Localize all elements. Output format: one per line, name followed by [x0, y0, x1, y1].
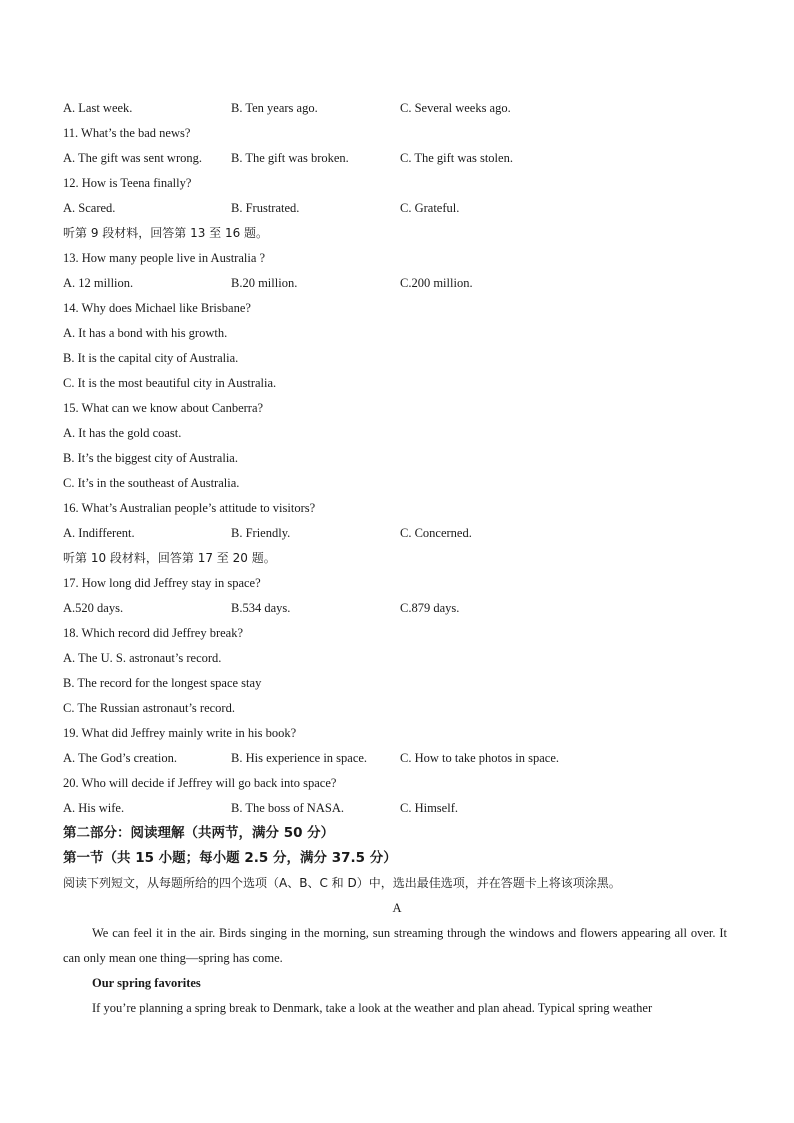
q19-options: [63, 746, 731, 771]
section-10-instruction: 听第 10 段材料，回答第 17 至 20 题。: [63, 551, 276, 565]
q16-question: 16. What’s Australian people’s attitude to visitors?: [63, 501, 316, 515]
q15-question: 15. What can we know about Canberra?: [63, 401, 264, 415]
q10-option-b[interactable]: B. Ten years ago.: [231, 101, 318, 115]
q15-option-a[interactable]: A. It has the gold coast.: [63, 426, 182, 440]
part2-heading: 第二部分：阅读理解（共两节，满分 50 分）: [63, 825, 335, 841]
q19-option-b[interactable]: B. His experience in space.: [231, 751, 368, 765]
q11-option-c[interactable]: C. The gift was stolen.: [400, 151, 513, 165]
q17-option-c[interactable]: C.879 days.: [400, 601, 460, 615]
q12-options: [63, 196, 731, 221]
q16-options: [63, 521, 731, 546]
passage-paragraph-1: We can feel it in the air. Birds singing in the morning, sun streaming through the windows and flowers appearing all over. It can only mean one thing—spring has come.: [63, 926, 727, 965]
q20-options: [63, 796, 731, 821]
passage-paragraph-2: If you’re planning a spring break to Denmark, take a look at the weather and plan ahead. Typical spring weather: [92, 1001, 653, 1015]
q14-option-a[interactable]: A. It has a bond with his growth.: [63, 326, 228, 340]
q17-option-b[interactable]: B.534 days.: [231, 601, 291, 615]
reading-instructions: 阅读下列短文，从每题所给的四个选项（A、B、C 和 D）中，选出最佳选项，并在答题卡上将该项涂黑。: [63, 876, 621, 890]
q12-option-a[interactable]: A. Scared.: [63, 201, 116, 215]
q16-option-c[interactable]: C. Concerned.: [400, 526, 472, 540]
q12-option-c[interactable]: C. Grateful.: [400, 201, 460, 215]
q10-option-a[interactable]: A. Last week.: [63, 101, 133, 115]
q19-question: 19. What did Jeffrey mainly write in his book?: [63, 726, 297, 740]
q17-options: [63, 596, 731, 621]
exam-page: [63, 96, 731, 1021]
q13-option-b[interactable]: B.20 million.: [231, 276, 298, 290]
q20-question: 20. Who will decide if Jeffrey will go back into space?: [63, 776, 337, 790]
passage-body: [63, 921, 727, 1021]
q20-option-c[interactable]: C. Himself.: [400, 801, 458, 815]
q13-options: [63, 271, 731, 296]
q14-question: 14. Why does Michael like Brisbane?: [63, 301, 251, 315]
q13-question: 13. How many people live in Australia ?: [63, 251, 266, 265]
q20-option-a[interactable]: A. His wife.: [63, 801, 125, 815]
q11-options: [63, 146, 731, 171]
q12-question: 12. How is Teena finally?: [63, 176, 192, 190]
q13-option-c[interactable]: C.200 million.: [400, 276, 473, 290]
q18-option-a[interactable]: A. The U. S. astronaut’s record.: [63, 651, 222, 665]
passage-label: A: [392, 901, 402, 915]
q10-option-c[interactable]: C. Several weeks ago.: [400, 101, 511, 115]
q18-option-b[interactable]: B. The record for the longest space stay: [63, 676, 262, 690]
q15-option-c[interactable]: C. It’s in the southeast of Australia.: [63, 476, 240, 490]
q17-question: 17. How long did Jeffrey stay in space?: [63, 576, 261, 590]
q14-option-c[interactable]: C. It is the most beautiful city in Australia.: [63, 376, 277, 390]
q14-option-b[interactable]: B. It is the capital city of Australia.: [63, 351, 239, 365]
q16-option-a[interactable]: A. Indifferent.: [63, 526, 135, 540]
q20-option-b[interactable]: B. The boss of NASA.: [231, 801, 344, 815]
q11-option-a[interactable]: A. The gift was sent wrong.: [63, 151, 202, 165]
passage-subheading: Our spring favorites: [92, 976, 201, 990]
q18-option-c[interactable]: C. The Russian astronaut’s record.: [63, 701, 235, 715]
q11-option-b[interactable]: B. The gift was broken.: [231, 151, 349, 165]
q16-option-b[interactable]: B. Friendly.: [231, 526, 291, 540]
q11-question: 11. What’s the bad news?: [63, 126, 191, 140]
q13-option-a[interactable]: A. 12 million.: [63, 276, 134, 290]
section1-heading: 第一节（共 15 小题；每小题 2.5 分，满分 37.5 分）: [63, 850, 397, 866]
q12-option-b[interactable]: B. Frustrated.: [231, 201, 300, 215]
section-9-instruction: 听第 9 段材料，回答第 13 至 16 题。: [63, 226, 269, 240]
q19-option-a[interactable]: A. The God’s creation.: [63, 751, 177, 765]
q19-option-c[interactable]: C. How to take photos in space.: [400, 751, 560, 765]
q17-option-a[interactable]: A.520 days.: [63, 601, 124, 615]
q18-question: 18. Which record did Jeffrey break?: [63, 626, 244, 640]
q10-options: [63, 96, 731, 121]
q15-option-b[interactable]: B. It’s the biggest city of Australia.: [63, 451, 238, 465]
